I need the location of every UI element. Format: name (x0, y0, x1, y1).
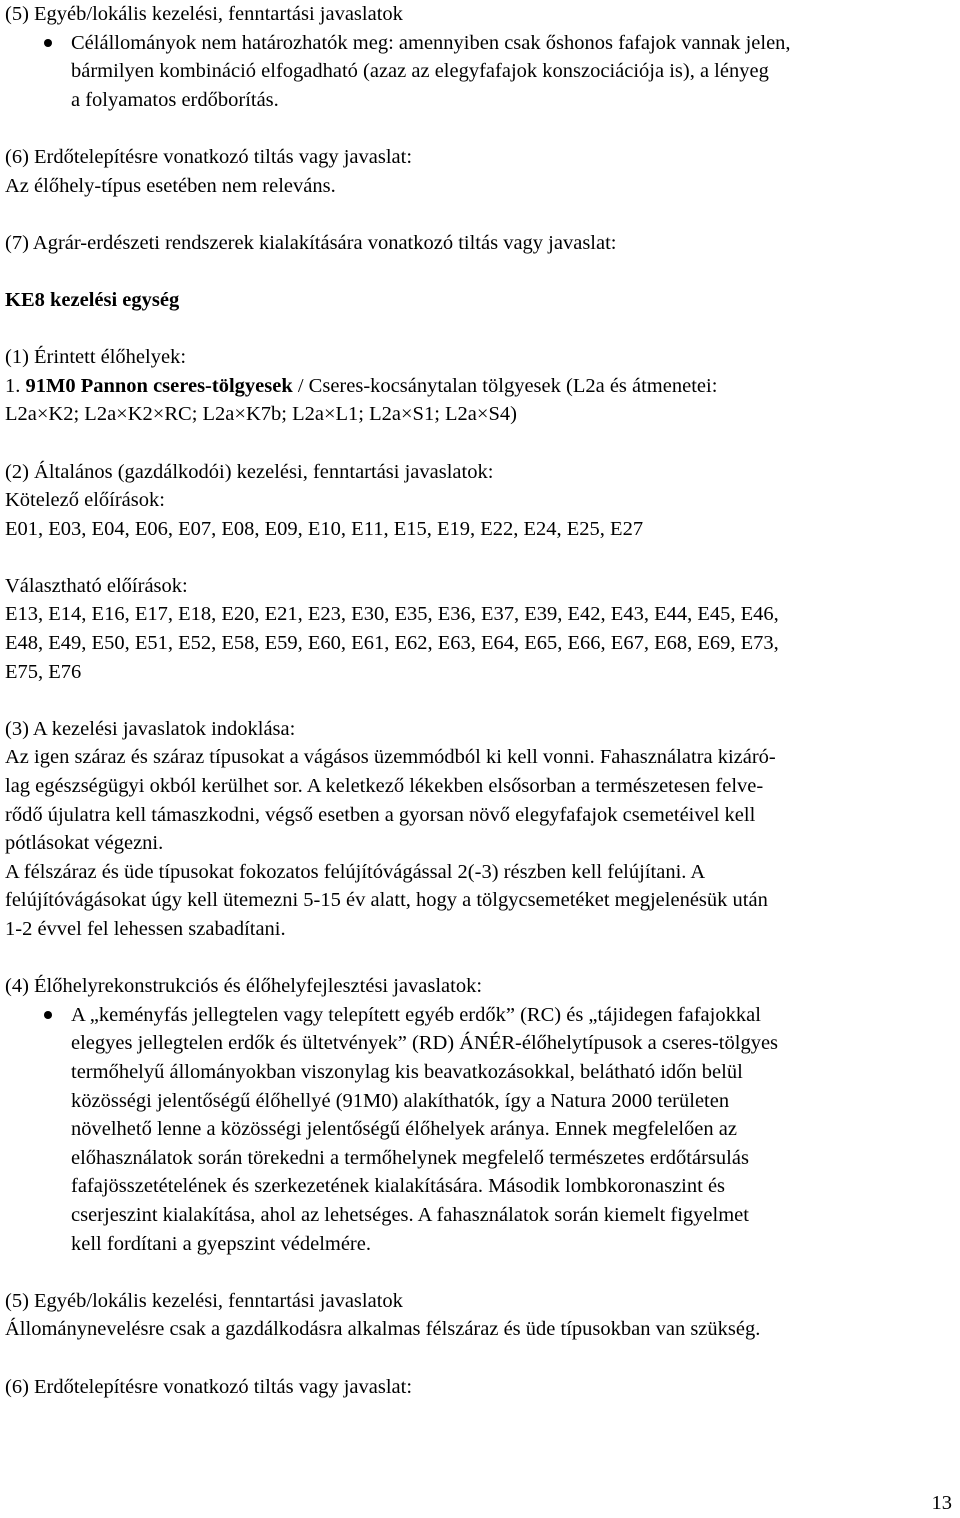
habitat-line (5, 372, 955, 401)
reason-line: Az igen száraz és száraz típusokat a vágásos üzemmódból ki kell vonni. Fahasználatra kizáró- (5, 746, 776, 769)
section-heading-local-management: (5) Egyéb/lokális kezelési, fenntartási javaslatok (5, 3, 403, 25)
text-line: elegyes jellegtelen erdők és ültetvények” (RD) ÁNÉR-élőhelytípusok a cseres-tölgyes (71, 1032, 779, 1055)
habitat-number: 1. (5, 374, 26, 397)
mandatory-codes: E01, E03, E04, E06, E07, E08, E09, E10, E11, E15, E19, E22, E24, E25, E27 (5, 517, 644, 540)
text-line: közösségi jelentőségű élőhellyé (91M0) alakíthatók, így a Natura 2000 területen (71, 1089, 730, 1112)
text-line: bármilyen kombináció elfogadható (azaz az elegyfafajok konszociációja is), a lényeg (71, 60, 769, 83)
bullet-list-target-stands (5, 29, 955, 115)
bullet-list-reconstruction (5, 1001, 955, 1258)
text-line: cserjeszint kialakítása, ahol az lehetséges. A fahasználatok során kiemelt figyelmet (71, 1203, 749, 1226)
optional-codes-line: E13, E14, E16, E17, E18, E20, E21, E23, E30, E35, E36, E37, E39, E42, E43, E44, E45, E46, (5, 603, 779, 626)
reason-line: pótlásokat végezni. (5, 832, 164, 855)
section-heading-reasons: (3) A kezelési javaslatok indoklása: (5, 717, 296, 740)
text-line: fafajösszetételének és szerkezetének kialakítására. Második lombkoronaszint és (71, 1175, 726, 1198)
text-line: előhasználatok során törekedni a termőhelynek megfelelő természetes erdőtársulás (71, 1146, 749, 1169)
section-heading-local: (5) Egyéb/lokális kezelési, fenntartási javaslatok (5, 1289, 403, 1312)
section-heading-afforestation-ke8: (6) Erdőtelepítésre vonatkozó tiltás vagy javaslat: (5, 1375, 413, 1398)
afforestation-text: Az élőhely-típus esetében nem releváns. (5, 174, 336, 197)
section-heading-agroforestry: (7) Agrár-erdészeti rendszerek kialakítására vonatkozó tiltás vagy javaslat: (5, 231, 617, 254)
page-number: 13 (931, 1492, 952, 1514)
management-unit-title: KE8 kezelési egység (5, 288, 180, 311)
optional-codes-line: E75, E76 (5, 660, 82, 683)
text-line: termőhelyű állományokban viszonylag kis beavatkozásokkal, belátható időn belül (71, 1060, 743, 1083)
reason-line: lag egészségügyi okból kerülhet sor. A keletkező lékekben elsősorban a természetesen felve- (5, 775, 764, 798)
section-heading-reconstruction: (4) Élőhelyrekonstrukciós és élőhelyfejlesztési javaslatok: (5, 975, 483, 998)
habitat-description: / Cseres-kocsánytalan tölgyesek (L2a és átmenetei: (292, 374, 718, 397)
optional-codes-line: E48, E49, E50, E51, E52, E58, E59, E60, E61, E62, E63, E64, E65, E66, E67, E68, E69, E73, (5, 632, 779, 655)
section-heading-afforestation: (6) Erdőtelepítésre vonatkozó tiltás vagy javaslat: (5, 145, 413, 168)
bullet-item-reconstruction (5, 1001, 955, 1258)
text-line: Célállományok nem határozhatók meg: amennyiben csak őshonos fafajok vannak jelen, (71, 31, 791, 54)
document-page (5, 0, 955, 1401)
optional-label: Választható előírások: (5, 574, 188, 597)
reason-line: felújítóvágásokat úgy kell ütemezni 5-15 év alatt, hogy a tölgycsemetéket megjelenésük után (5, 889, 768, 912)
reason-line: rődő újulatra kell támaszkodni, végső esetben a gyorsan növő elegyfafajok csemetéivel kell (5, 803, 756, 826)
local-text: Állománynevelésre csak a gazdálkodásra alkalmas félszáraz és üde típusokban van szükség. (5, 1318, 761, 1341)
section-heading-habitats: (1) Érintett élőhelyek: (5, 346, 187, 369)
habitat-name-bold: 91M0 Pannon cseres-tölgyesek (25, 374, 293, 397)
habitat-codes-line: L2a×K2; L2a×K2×RC; L2a×K7b; L2a×L1; L2a×S1; L2a×S4) (5, 403, 517, 426)
text-line: növelhető lenne a közösségi jelentőségű élőhelyek aránya. Ennek megfelelően az (71, 1118, 737, 1141)
mandatory-label: Kötelező előírások: (5, 489, 165, 512)
bullet-item-target-stands (5, 29, 955, 115)
text-line: a folyamatos erdőborítás. (71, 88, 279, 111)
text-line: A „keményfás jellegtelen vagy telepített egyéb erdők” (RC) és „tájidegen fafajokkal (71, 1003, 761, 1026)
reason-line: 1-2 évvel fel lehessen szabadítani. (5, 918, 286, 940)
section-heading-general: (2) Általános (gazdálkodói) kezelési, fenntartási javaslatok: (5, 460, 494, 483)
text-line: kell fordítani a gyepszint védelmére. (71, 1232, 371, 1255)
reason-line: A félszáraz és üde típusokat fokozatos felújítóvágással 2(-3) részben kell felújítani. A (5, 860, 706, 883)
